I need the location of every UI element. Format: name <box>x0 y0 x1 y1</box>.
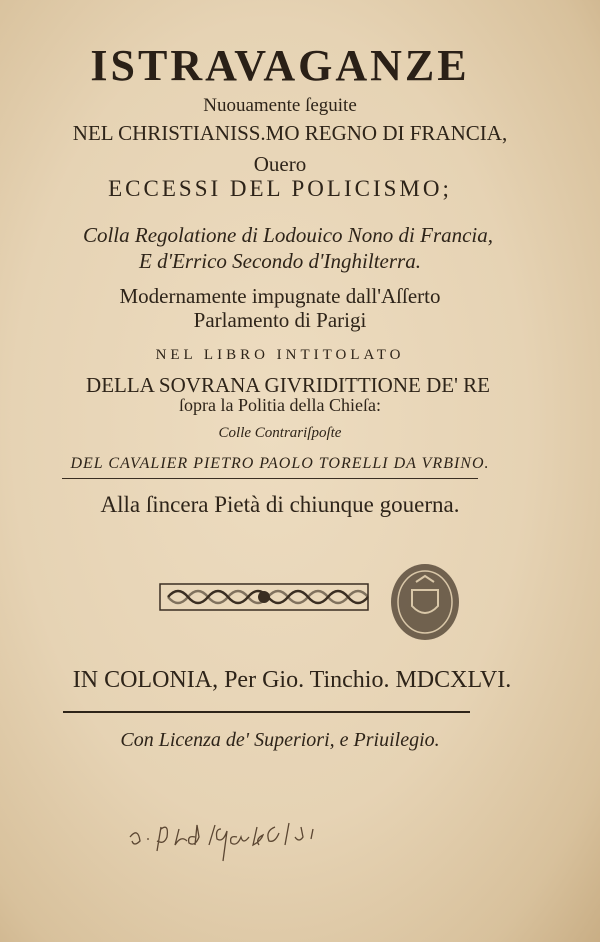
subtitle-line: NEL CHRISTIANISS.MO REGNO DI FRANCIA, <box>72 121 508 145</box>
license-line: Con Licenza de' Superiori, e Priuilegio. <box>120 729 440 751</box>
subtitle-line: Ouero <box>253 152 307 176</box>
dedication-line: Alla ſincera Pietà di chiunque gouerna. <box>100 492 460 517</box>
subtitle-line: NEL LIBRO INTITOLATO <box>155 347 405 363</box>
subtitle-line: ECCESSI DEL POLICISMO; <box>108 176 452 201</box>
subtitle-line: ſopra la Politia della Chieſa: <box>179 395 381 415</box>
imprint-line: IN COLONIA, Per Gio. Tinchio. MDCXLVI. <box>72 667 512 693</box>
subtitle-line: Colla Regolatione di Lodouico Nono di Francia, <box>82 223 494 247</box>
author-underline <box>62 478 478 479</box>
subtitle-line: Colle Contrariſpoſte <box>218 425 342 441</box>
handwritten-signature <box>125 815 365 865</box>
subtitle-line: Parlamento di Parigi <box>193 308 367 332</box>
subtitle-line: Nuouamente ſeguite <box>203 95 357 116</box>
book-title: ISTRAVAGANZE <box>90 41 470 90</box>
author-line: DEL CAVALIER PIETRO PAOLO TORELLI DA VRBINO. <box>70 455 490 472</box>
library-stamp <box>388 562 462 642</box>
subtitle-line: DELLA SOVRANA GIVRIDITTIONE DE' RE <box>86 373 490 397</box>
printers-ornament <box>158 580 370 614</box>
horizontal-rule <box>63 711 470 713</box>
subtitle-line: E d'Errico Secondo d'Inghilterra. <box>139 249 421 273</box>
subtitle-line: Modernamente impugnate dall'Aſſerto <box>119 284 441 308</box>
